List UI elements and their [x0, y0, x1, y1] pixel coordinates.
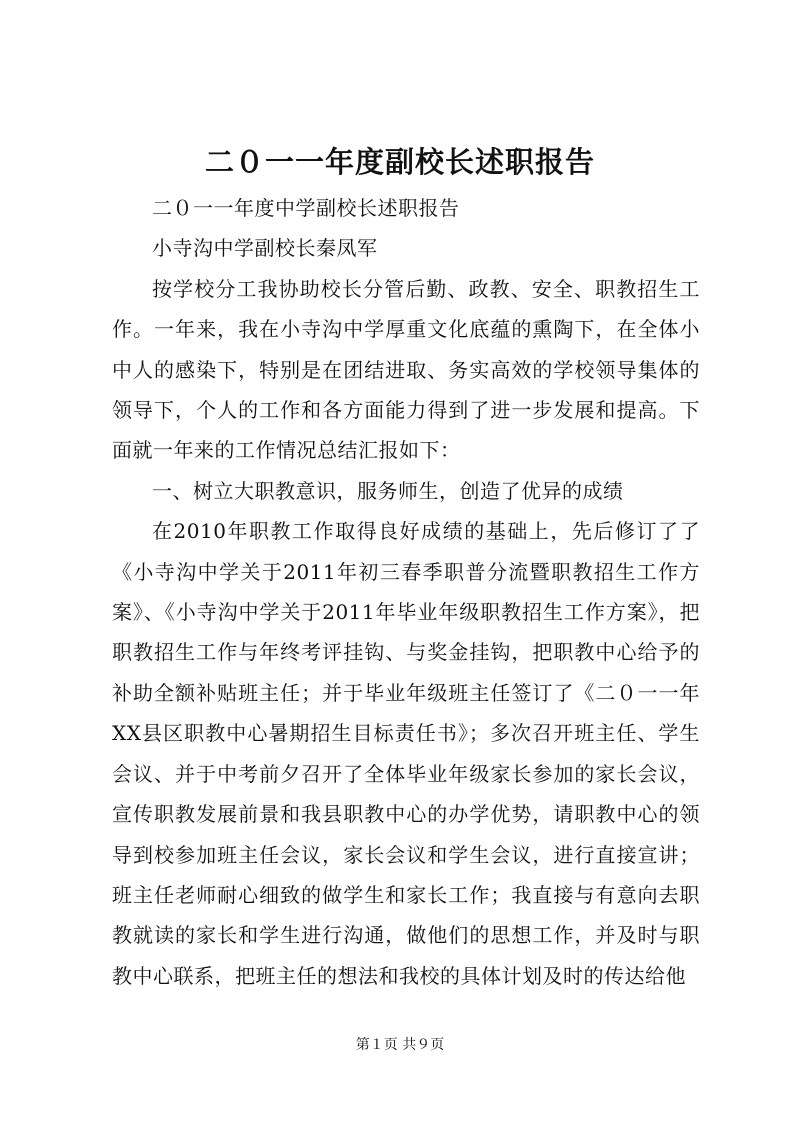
intro-paragraph: 按学校分工我协助校长分管后勤、政教、安全、职教招生工作。一年来，我在小寺沟中学厚重文化底蕴的熏陶下，在全体小中人的感染下，特别是在团结进取、务实高效的学校领导集体的领导下，个人的工作和各方面能力得到了进一步发展和提高。下面就一年来的工作情况总结汇报如下： [112, 276, 700, 463]
author-paragraph: 小寺沟中学副校长秦凤军 [152, 236, 378, 261]
page-footer: 第１页 共９页 [355, 1037, 445, 1053]
document-body [112, 188, 700, 996]
body-paragraph: 在2010年职教工作取得良好成绩的基础上，先后修订了了《小寺沟中学关于2011年初三春季职普分流暨职教招生工作方案》、《小寺沟中学关于2011年毕业年级职教招生工作方案》，把职教招生工作与年终考评挂钩、与奖金挂钩，把职教中心给予的补助全额补贴班主任；并于毕业年级班主任签订了《二０一一年XX县区职教中心暑期招生目标责任书》；多次召开班主任、学生会议、并于中考前夕召开了全体毕业年级家长参加的家长会议，宣传职教发展前景和我县职教中心的办学优势，请职教中心的领导到校参加班主任会议，家长会议和学生会议，进行直接宣讲；班主任老师耐心细致的做学生和家长工作；我直接与有意向去职教就读的家长和学生进行沟通，做他们的思想工作，并及时与职教中心联系，把班主任的想法和我校的具体计划及时的传达给他 [112, 519, 700, 988]
document-title: 二０一一年度副校长述职报告 [204, 145, 595, 179]
subtitle-paragraph: 二０一一年度中学副校长述职报告 [152, 196, 460, 220]
section-heading: 一、树立大职教意识，服务师生，创造了优异的成绩 [152, 478, 624, 503]
